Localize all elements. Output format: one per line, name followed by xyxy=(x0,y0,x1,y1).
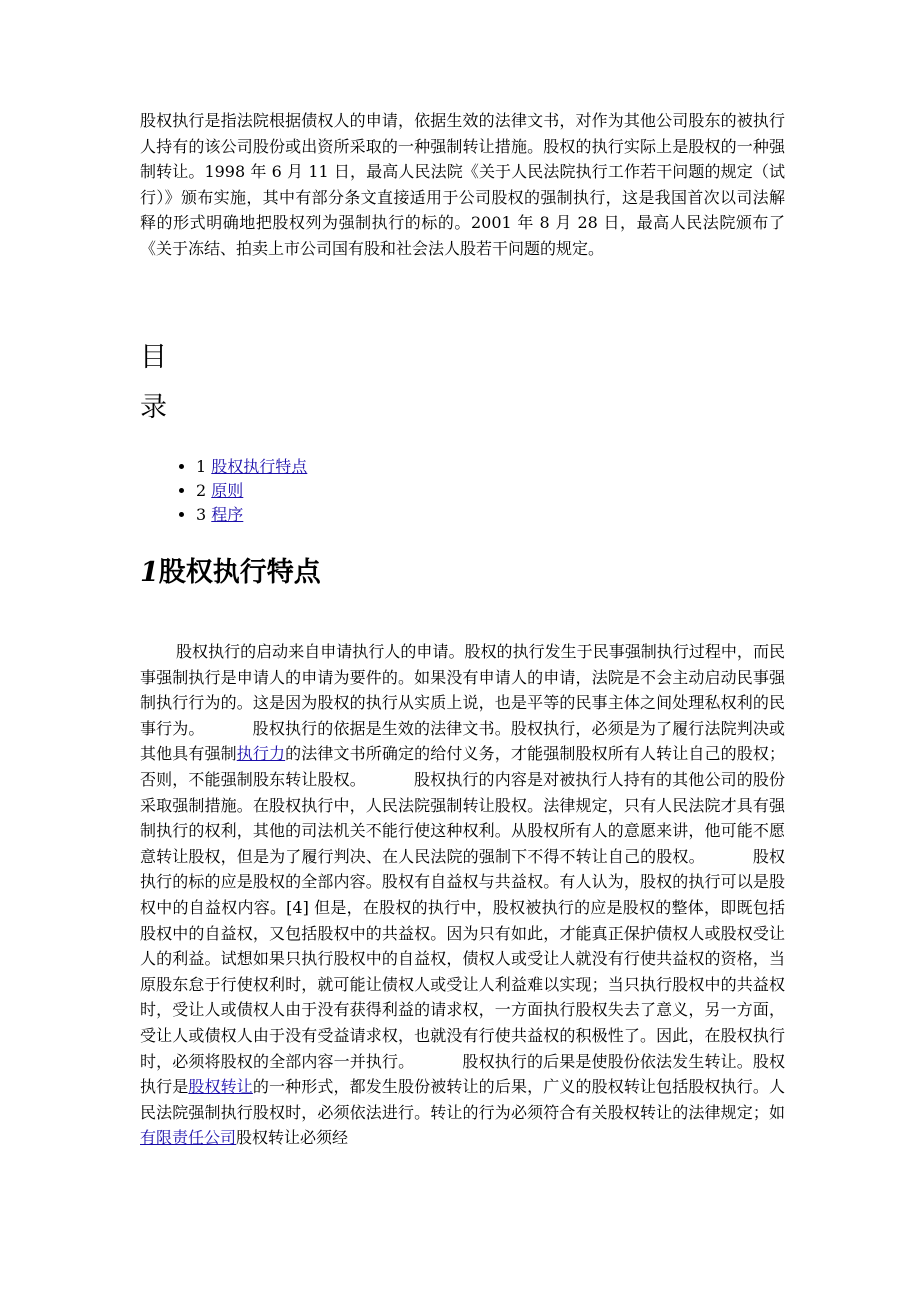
paragraph-5a: 股权执行的后果是使股份依法发生转让。股权执行是 xyxy=(140,1051,785,1097)
paragraph-3: 股权执行的内容是对被执行人持有的其他公司的股份采取强制措施。在股权执行中，人民法院强制转让股权。法律规定，只有人民法院才具有强制执行的权利，其他的司法机关不能行使这种权利。从股权所有人的意愿来讲，他可能不愿意转让股权，但是为了履行判决、在人民法院的强制下不得不转让自己的股权。 xyxy=(140,769,785,866)
toc-item-number: 3 xyxy=(196,505,207,524)
link-equity-transfer[interactable]: 股权转让 xyxy=(188,1077,253,1097)
paragraph-1: 股权执行的启动来自申请执行人的申请。股权的执行发生于民事强制执行过程中，而民事强制执行是申请人的申请为要件的。如果没有申请人的申请，法院是不会主动启动民事强制执行行为的。这是因为股权的执行从实质上说，也是平等的民事主体之间处理私权利的民事行为。 xyxy=(140,642,785,738)
link-llc[interactable]: 有限责任公司 xyxy=(140,1128,237,1148)
toc-title xyxy=(140,333,785,433)
toc-link-features[interactable]: 股权执行特点 xyxy=(211,457,308,476)
toc-item xyxy=(196,503,785,527)
paragraph-2b: 的法律文书所确定的给付义务，才能强制股权所有人转让自己的股权；否则，不能强制股东转让股权。 xyxy=(140,744,785,789)
toc-title-line1: 目 xyxy=(140,342,167,373)
paragraph-2a: 股权执行的依据是生效的法律文书。股权执行，必须是为了履行法院判决或其他具有强制 xyxy=(140,718,785,764)
toc-item-number: 2 xyxy=(196,481,207,500)
section-body xyxy=(140,639,785,1151)
section-heading xyxy=(140,553,785,593)
paragraph-5c: 股权转让必须经 xyxy=(236,1128,349,1148)
section-number: 1 xyxy=(140,557,159,588)
intro-paragraph: 股权执行是指法院根据债权人的申请，依据生效的法律文书，对作为其他公司股东的被执行人持有的该公司股份或出资所采取的一种强制转让措施。股权的执行实际上是股权的一种强制转让。1998 年 6 月 11 日，最高人民法院《关于人民法院执行工作若干问题的规定（试行）》颁布实施，其中有部分条文直接适用于公司股权的强制执行，这是我国首次以司法解释的形式明确地把股权列为强制执行的标的。2001 年 8 月 28 日，最高人民法院颁布了《关于冻结、拍卖上市公司国有股和社会法人股若干问题的规定。 xyxy=(140,111,785,258)
toc-link-principles[interactable]: 原则 xyxy=(211,481,244,500)
paragraph-4: 股权执行的标的应是股权的全部内容。股权有自益权与共益权。有人认为，股权的执行可以是股权中的自益权内容。[4] 但是，在股权的执行中，股权被执行的应是股权的整体，即既包括股权中的自益权，又包括股权中的共益权。因为只有如此，才能真正保护债权人或股权受让人的利益。试想如果只执行股权中的自益权，债权人或受让人就没有行使共益权的资格，当原股东怠于行使权利时，就可能让债权人或受让人利益难以实现；当只执行股权中的共益权时，受让人或债权人由于没有获得利益的请求权，一方面执行股权失去了意义，另一方面，受让人或债权人由于没有受益请求权，也就没有行使共益权的积极性了。因此，在股权执行时，必须将股权的全部内容一并执行。 xyxy=(140,846,785,1071)
toc-list xyxy=(140,455,785,527)
toc-title-line2: 录 xyxy=(140,392,167,423)
section-title: 股权执行特点 xyxy=(158,557,321,588)
toc-item-number: 1 xyxy=(196,457,207,476)
paragraph-5b: 的一种形式，都发生股份被转让的后果，广义的股权转让包括股权执行。人民法院强制执行股权时，必须依法进行。转让的行为必须符合有关股权转让的法律规定；如 xyxy=(140,1077,785,1122)
link-enforceability[interactable]: 执行力 xyxy=(236,744,286,764)
toc-item xyxy=(196,479,785,503)
document-page xyxy=(140,108,785,1151)
toc-link-procedure[interactable]: 程序 xyxy=(211,505,244,524)
toc-item xyxy=(196,455,785,479)
